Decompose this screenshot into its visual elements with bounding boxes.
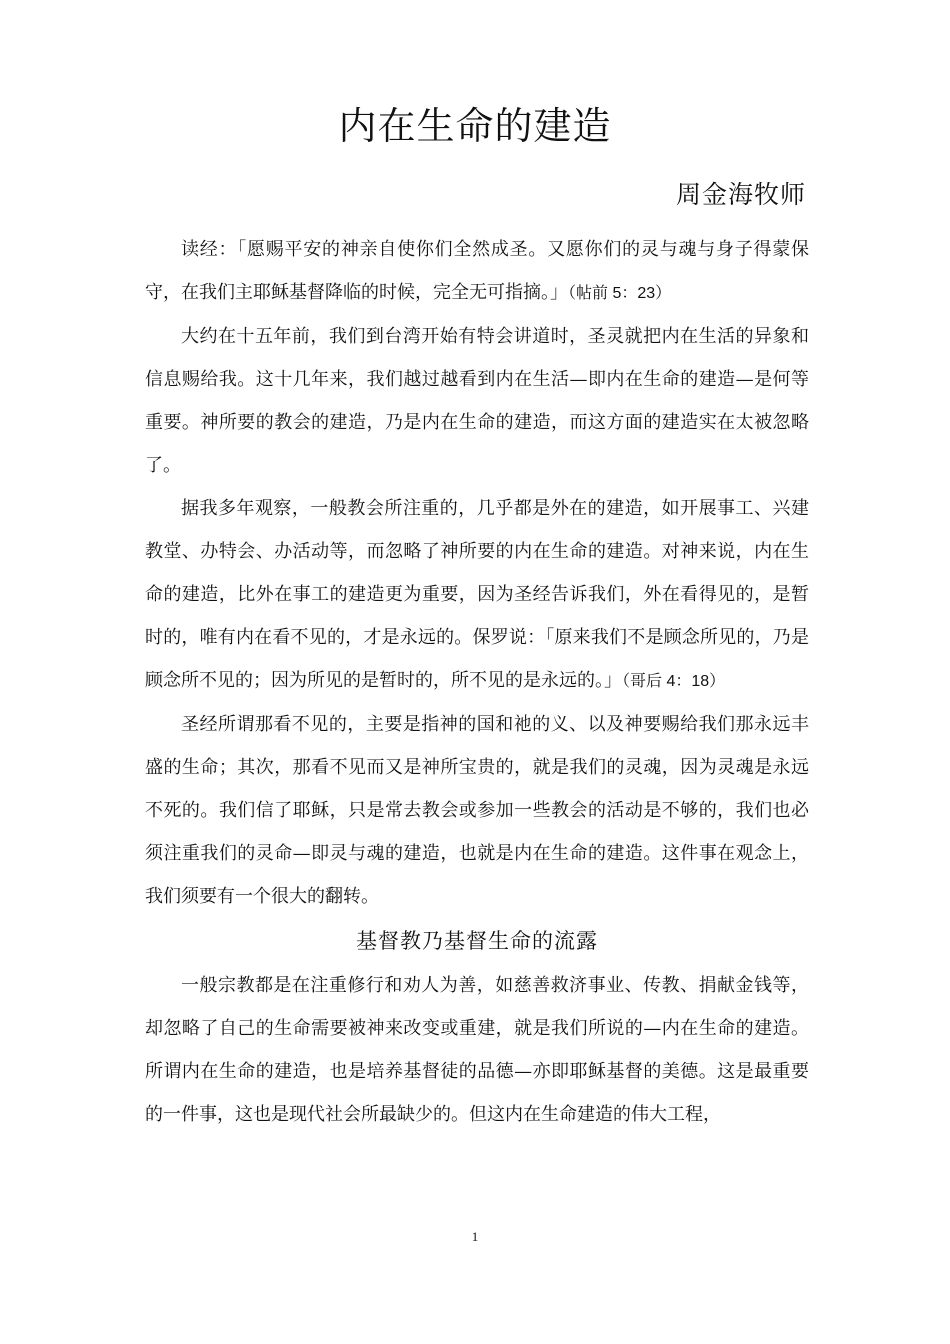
paragraph-2 <box>145 487 809 703</box>
reading-text: 读经：「愿赐平安的神亲自使你们全然成圣。又愿你们的灵与魂与身子得蒙保守，在我们主耶稣基督降临的时候，完全无可指摘。」 <box>145 239 809 303</box>
author-name: 周金海牧师 <box>675 180 806 209</box>
document-title: 内在生命的建造 <box>338 104 612 148</box>
paragraph-4: 一般宗教都是在注重修行和劝人为善，如慈善救济事业、传教、捐献金钱等，却忽略了自己的生命需要被神来改变或重建，就是我们所说的—内在生命的建造。所谓内在生命的建造，也是培养基督徒的品德—亦即耶稣基督的美德。这是最重要的一件事，这也是现代社会所最缺少的。但这内在生命建造的伟大工程， <box>145 975 809 1125</box>
document-body <box>145 228 809 1136</box>
section-heading: 基督教乃基督生命的流露 <box>356 929 598 953</box>
reading-reference: （帖前 5：23） <box>568 285 672 302</box>
paragraph-2-text: 据我多年观察，一般教会所注重的，几乎都是外在的建造，如开展事工、兴建教堂、办特会、办活动等，而忽略了神所要的内在生命的建造。对神来说，内在生命的建造，比外在事工的建造更为重要，因为圣经告诉我们，外在看得见的，是暂时的，唯有内在看不见的，才是永远的。保罗说：「原来我们不是顾念所见的，乃是顾念所不见的；因为所见的是暂时的，所不见的是永远的。」 <box>145 498 809 691</box>
reading-paragraph <box>145 228 809 315</box>
paragraph-2-reference: （哥后 4：18） <box>622 673 726 690</box>
paragraph-3: 圣经所谓那看不见的，主要是指神的国和祂的义、以及神要赐给我们那永远丰盛的生命；其次，那看不见而又是神所宝贵的，就是我们的灵魂，因为灵魂是永远不死的。我们信了耶稣，只是常去教会或参加一些教会的活动是不够的，我们也必须注重我们的灵命—即灵与魂的建造，也就是内在生命的建造。这件事在观念上，我们须要有一个很大的翻转。 <box>145 714 809 907</box>
paragraph-1: 大约在十五年前，我们到台湾开始有特会讲道时，圣灵就把内在生活的异象和信息赐给我。这十几年来，我们越过越看到内在生活—即内在生命的建造—是何等重要。神所要的教会的建造，乃是内在生命的建造，而这方面的建造实在太被忽略了。 <box>145 326 809 476</box>
page-number: 1 <box>471 1229 479 1244</box>
